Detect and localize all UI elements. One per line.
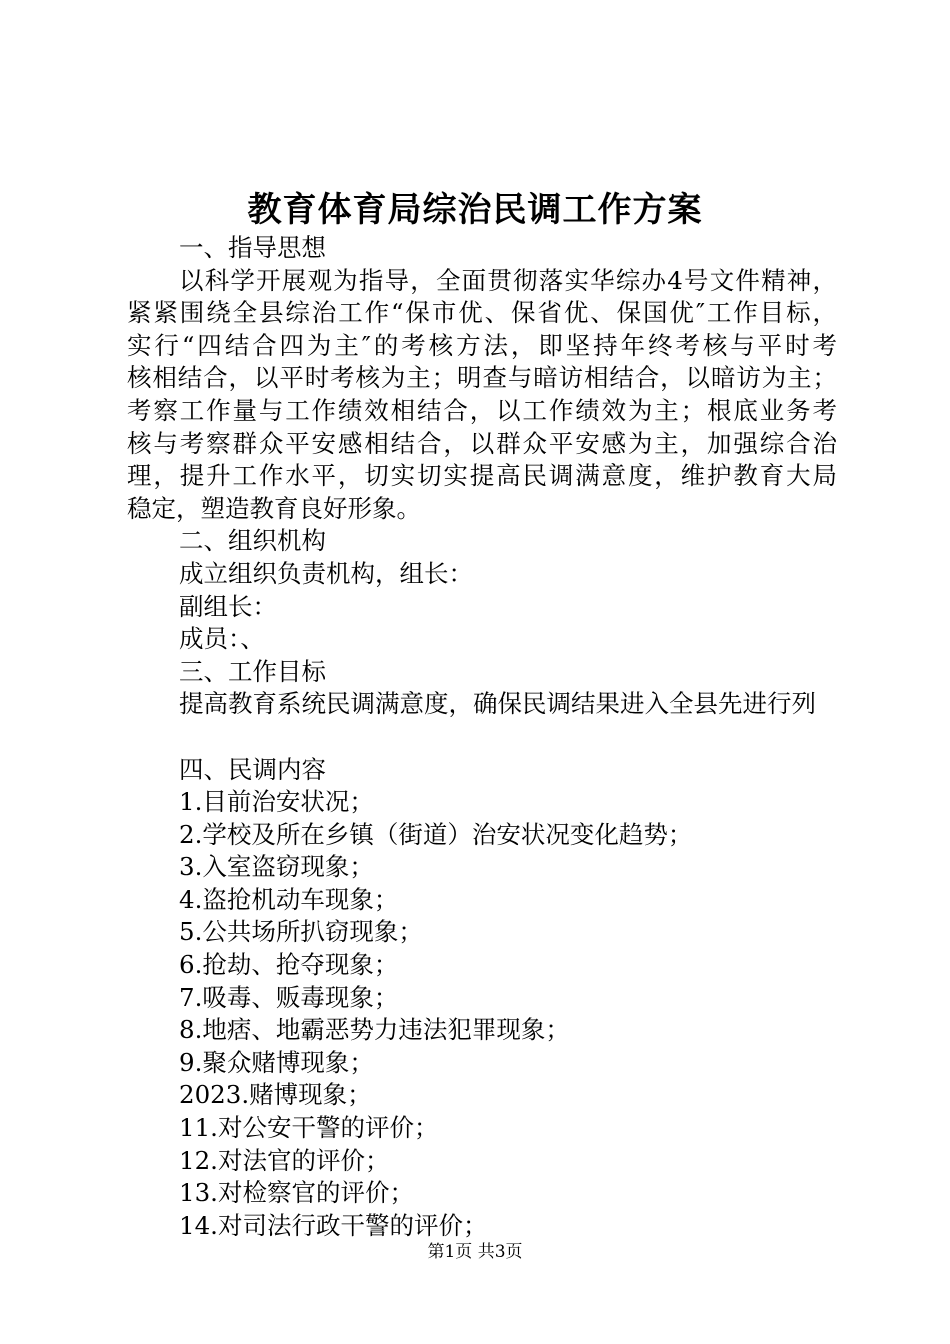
blank-line [127, 721, 837, 754]
section-heading-work-goal: 三、工作目标 [179, 656, 326, 686]
paragraph-line: 考察工作量与工作绩效相结合，以工作绩效为主；根底业务考 [127, 395, 837, 425]
list-item: 5.公共场所扒窃现象； [179, 917, 423, 947]
paragraph-line: 核相结合，以平时考核为主；明查与暗访相结合，以暗访为主； [127, 363, 837, 393]
paragraph-line: 核与考察群众平安感相结合，以群众平安感为主，加强综合治 [127, 428, 837, 458]
list-item: 7.吸毒、贩毒现象； [179, 982, 399, 1012]
paragraph-line: 以科学开展观为指导，全面贯彻落实华综办4号文件精神， [179, 265, 837, 295]
list-item: 2.学校及所在乡镇（街道）治安状况变化趋势； [179, 819, 693, 849]
paragraph-line: 实行“四结合四为主″的考核方法，即坚持年终考核与平时考 [127, 330, 837, 360]
organization-line: 成立组织负责机构，组长： [179, 558, 473, 588]
list-item: 4.盗抢机动车现象； [179, 884, 399, 914]
list-item: 13.对检察官的评价； [179, 1178, 414, 1208]
paragraph-line: 理，提升工作水平，切实切实提高民调满意度，维护教育大局 [127, 461, 837, 491]
paragraph-line: 稳定，塑造教育良好形象。 [127, 493, 421, 523]
paragraph-line: 紧紧围绕全县综治工作“保市优、保省优、保国优″工作目标， [127, 298, 837, 328]
list-item: 9.聚众赌博现象； [179, 1047, 374, 1077]
list-item: 3.入室盗窃现象； [179, 852, 374, 882]
list-item: 11.对公安干警的评价； [179, 1113, 439, 1143]
page-number-footer: 第1页 共3页 [427, 1242, 523, 1262]
list-item: 14.对司法行政干警的评价； [179, 1210, 488, 1240]
organization-line: 成员：、 [179, 624, 265, 654]
list-item: 6.抢劫、抢夺现象； [179, 950, 399, 980]
document-title: 教育体育局综治民调工作方案 [247, 190, 703, 230]
list-item: 2023.赌博现象； [179, 1080, 372, 1110]
section-heading-guiding-thought: 一、指导思想 [179, 233, 326, 262]
list-item: 8.地痞、地霸恶势力违法犯罪现象； [179, 1015, 570, 1045]
list-item: 12.对法官的评价； [179, 1145, 390, 1175]
section-heading-survey-content: 四、民调内容 [179, 754, 326, 784]
document-body [127, 232, 837, 1242]
organization-line: 副组长： [179, 591, 277, 621]
work-goal-line: 提高教育系统民调满意度，确保民调结果进入全县先进行列 [179, 689, 816, 719]
section-heading-organization: 二、组织机构 [179, 526, 326, 556]
list-item: 1.目前治安状况； [179, 787, 374, 817]
